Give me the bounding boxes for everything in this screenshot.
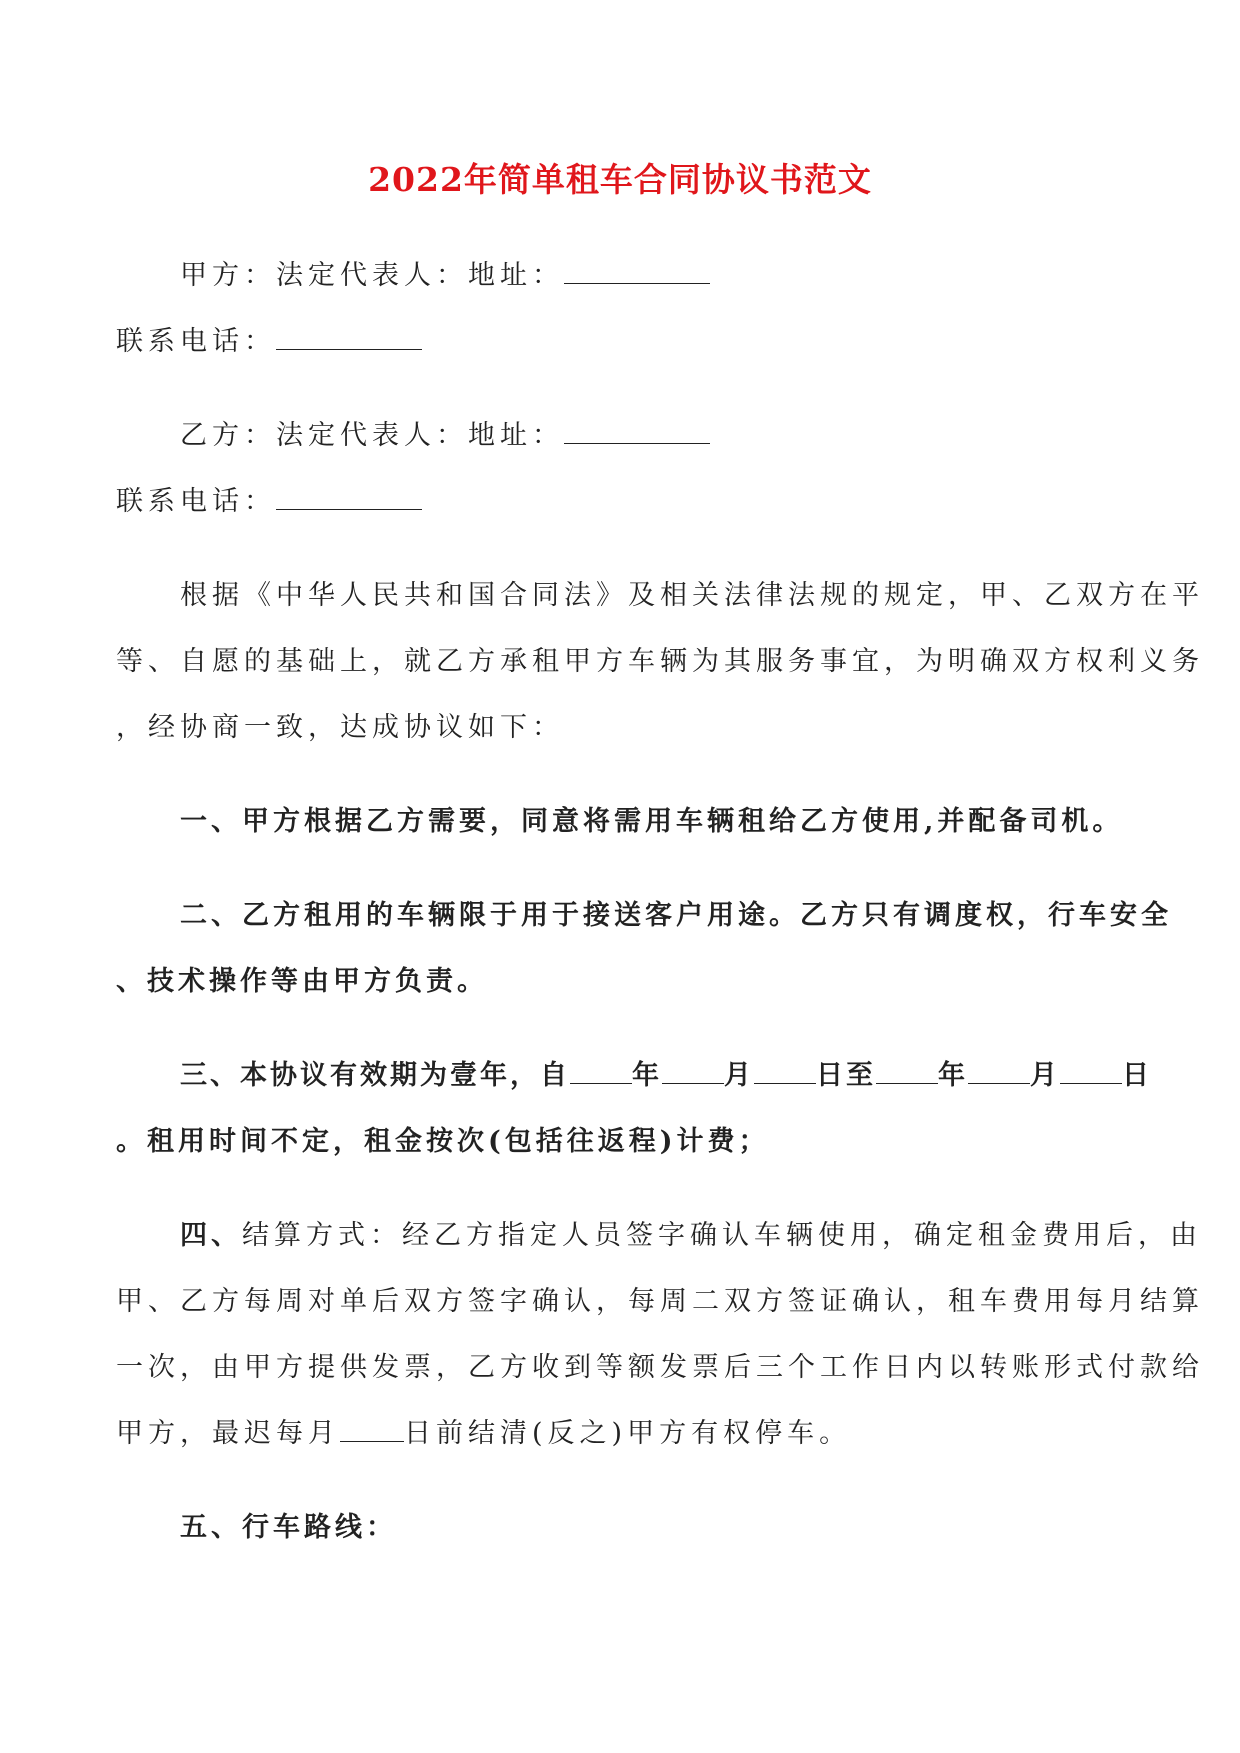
party-a-phone-blank <box>276 323 422 350</box>
clause-3-line-1 <box>180 1056 1152 1096</box>
clause-4-text-4b: 日前结清(反之)甲方有权停车。 <box>404 1418 852 1449</box>
preamble-line-1: 根据《中华人民共和国合同法》及相关法律法规的规定，甲、乙双方在平 <box>180 580 1204 611</box>
preamble-line-3: ，经协商一致，达成协议如下： <box>116 712 564 743</box>
party-b-phone-line <box>116 482 422 522</box>
party-b-phone-label: 联系电话： <box>116 486 276 517</box>
settlement-day-blank <box>340 1415 404 1442</box>
clause-3-line-2: 。租用时间不定，租金按次(包括往返程)计费； <box>116 1126 770 1157</box>
clause-4-line-4 <box>116 1414 851 1454</box>
party-a-address-blank <box>564 257 710 284</box>
clause-2-line-1: 二、乙方租用的车辆限于用于接送客户用途。乙方只有调度权，行车安全 <box>180 900 1172 931</box>
party-a-phone-label: 联系电话： <box>116 326 276 357</box>
clause-4-text-4a: 甲方，最迟每月 <box>116 1418 340 1449</box>
start-day-blank <box>754 1057 816 1084</box>
end-year-blank <box>876 1057 938 1084</box>
party-b-phone-blank <box>276 483 422 510</box>
start-day-to-label: 日至 <box>816 1060 876 1091</box>
clause-4-line-2: 甲、乙方每周对单后双方签字确认，每周二双方签证确认，租车费用每月结算 <box>116 1286 1204 1317</box>
party-b-label: 乙方：法定代表人：地址： <box>180 420 564 451</box>
start-year-blank <box>570 1057 632 1084</box>
end-month-blank <box>968 1057 1030 1084</box>
start-month-blank <box>662 1057 724 1084</box>
start-year-label: 年 <box>632 1060 662 1091</box>
clause-1: 一、甲方根据乙方需要，同意将需用车辆租给乙方使用,并配备司机。 <box>180 806 1124 837</box>
clause-2-line-2: 、技术操作等由甲方负责。 <box>116 966 488 997</box>
clause-4-line-1 <box>180 1216 1202 1256</box>
page-title: 2022年简单租车合同协议书范文 <box>368 160 872 199</box>
party-b-line <box>180 416 710 456</box>
party-a-phone-line <box>116 322 422 362</box>
end-day-blank <box>1060 1057 1122 1084</box>
clause-4-number: 四、 <box>180 1220 242 1251</box>
preamble-line-2: 等、自愿的基础上，就乙方承租甲方车辆为其服务事宜，为明确双方权利义务 <box>116 646 1204 677</box>
clause-3-intro: 三、本协议有效期为壹年，自 <box>180 1060 570 1091</box>
clause-4-line-3: 一次，由甲方提供发票，乙方收到等额发票后三个工作日内以转账形式付款给 <box>116 1352 1204 1383</box>
party-a-label: 甲方：法定代表人：地址： <box>180 260 564 291</box>
party-b-address-blank <box>564 417 710 444</box>
end-year-label: 年 <box>938 1060 968 1091</box>
end-month-label: 月 <box>1030 1060 1060 1091</box>
end-day-label: 日 <box>1122 1060 1152 1091</box>
clause-5: 五、行车路线： <box>180 1512 397 1543</box>
party-a-line <box>180 256 710 296</box>
clause-4-text-1: 结算方式：经乙方指定人员签字确认车辆使用，确定租金费用后，由 <box>242 1220 1202 1251</box>
start-month-label: 月 <box>724 1060 754 1091</box>
